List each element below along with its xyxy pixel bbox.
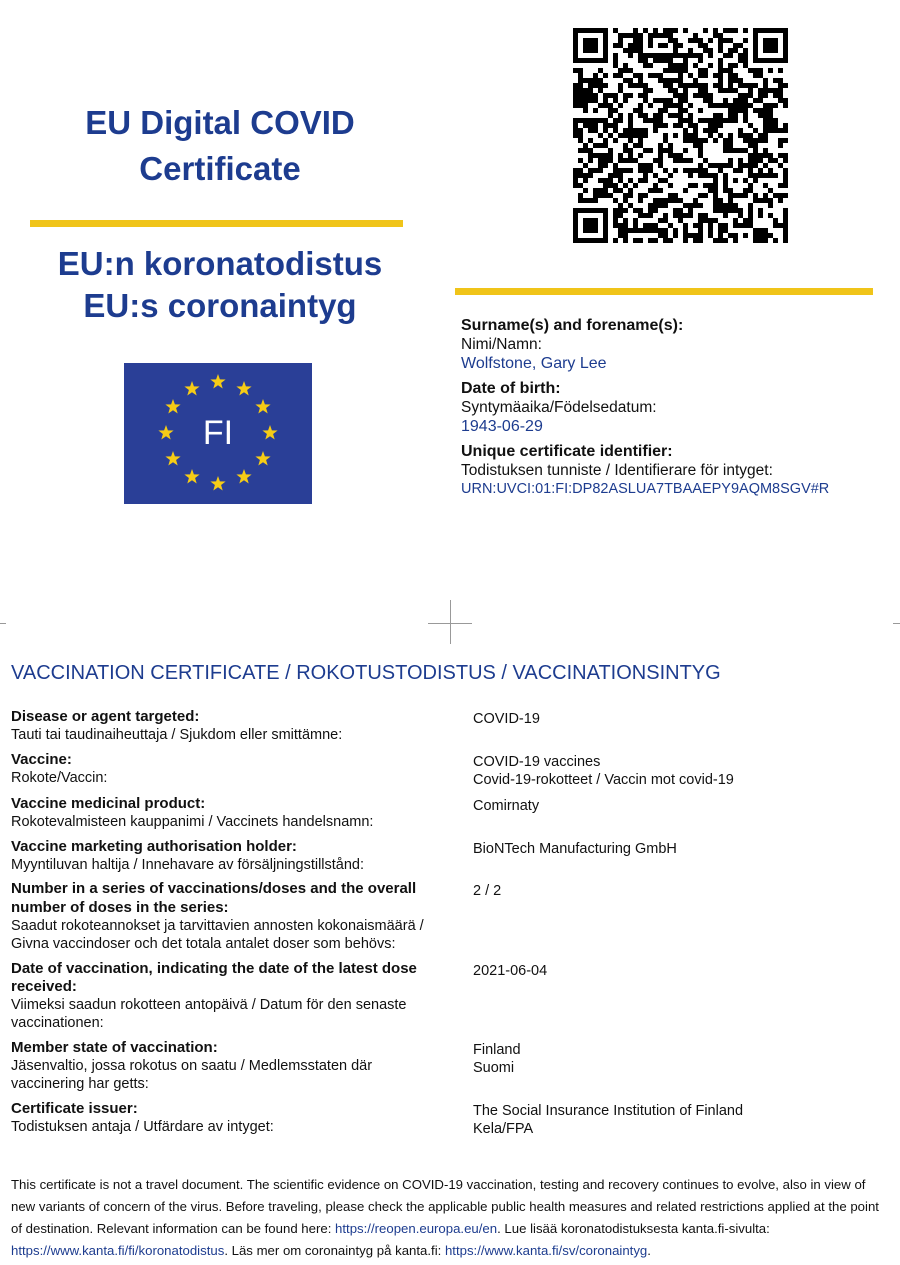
detail-row: [11, 708, 891, 745]
disclaimer-text-1: This certificate is not a travel document. The scientific evidence on COVID-19 vaccination, testing and recovery continues to evolve, also in view of new variants of concern of the virus. Before traveling, please check the applicable public health measures and related restrictions applied at the point of destination. Relevant information can be found here:: [11, 1177, 879, 1236]
title-divider: [30, 220, 403, 227]
row-value: The Social Insurance Institution of Finland: [473, 1102, 744, 1119]
vaccination-details: [11, 708, 891, 1144]
detail-row: [11, 795, 891, 832]
row-value-2: Kela/FPA: [473, 1120, 534, 1137]
title-en-line1: EU Digital COVID: [85, 104, 355, 141]
row-sublabel: Rokotevalmisteen kauppanimi / Vaccinets handelsnamn:: [11, 814, 374, 831]
row-value-2: Suomi: [473, 1060, 515, 1077]
row-value: 2021-06-04: [473, 962, 548, 979]
kanta-sv-link[interactable]: https://www.kanta.fi/sv/coronaintyg: [444, 1243, 648, 1258]
title-sv: EU:s coronaintyg: [83, 287, 357, 324]
row-label: Number in a series of vaccinations/doses and the overall number of doses in the series:: [11, 880, 417, 916]
row-sublabel: Viimeksi saadun rokotteen antopäivä / Datum för den senaste vaccinationen:: [11, 997, 407, 1032]
section-title: VACCINATION CERTIFICATE / ROKOTUSTODISTUS / VACCINATIONSINTYG: [11, 662, 721, 684]
row-sublabel: Jäsenvaltio, jossa rokotus on saatu / Medlemsstaten där vaccinering har getts:: [11, 1058, 373, 1093]
row-sublabel: Todistuksen antaja / Utfärdare av intyget:: [11, 1118, 274, 1135]
dob-label: Date of birth:: [461, 380, 561, 397]
detail-row: [11, 751, 891, 790]
flag-country-code: FI: [202, 414, 234, 452]
row-label: Member state of vaccination:: [11, 1038, 218, 1056]
row-value: COVID-19 vaccines: [473, 753, 601, 770]
certificate-title-local: [20, 243, 420, 327]
eu-flag: [124, 363, 312, 504]
disclaimer-text-4: .: [647, 1243, 651, 1258]
holder-info: [461, 316, 891, 505]
title-en-line2: Certificate: [139, 150, 301, 187]
name-label: Surname(s) and forename(s):: [461, 317, 684, 334]
reopen-europa-link[interactable]: https://reopen.europa.eu/en: [335, 1221, 498, 1236]
row-label: Disease or agent targeted:: [11, 708, 200, 725]
detail-row: [11, 1039, 891, 1094]
holder-name: Wolfstone, Gary Lee: [461, 355, 607, 372]
row-label: Certificate issuer:: [11, 1099, 138, 1117]
row-label: Vaccine:: [11, 750, 72, 768]
row-value-2: Covid-19-rokotteet / Vaccin mot covid-19: [473, 771, 734, 788]
row-sublabel: Saadut rokoteannokset ja tarvittavien annosten kokonaismäärä / Givna vaccindoser och det totala antalet doser som behövs:: [11, 917, 424, 953]
certificate-identifier: URN:UVCI:01:FI:DP82ASLUA7TBAAEPY9AQM8SGV#R: [461, 481, 830, 497]
fold-tick-left: [0, 623, 6, 624]
qr-code-icon: [573, 28, 788, 243]
row-label: Vaccine marketing authorisation holder:: [11, 837, 297, 855]
row-value: Comirnaty: [473, 798, 540, 815]
disclaimer-text-3: . Läs mer om coronaintyg på kanta.fi:: [224, 1243, 445, 1258]
holder-divider: [455, 288, 873, 295]
row-value: BioNTech Manufacturing GmbH: [473, 840, 677, 857]
row-value: COVID-19: [473, 711, 540, 727]
date-of-birth: 1943-06-29: [461, 418, 543, 435]
detail-row: [11, 1100, 891, 1139]
name-label-local: Nimi/Namn:: [461, 336, 542, 353]
disclaimer: [11, 1174, 891, 1262]
disclaimer-text-2: . Lue lisää koronatodistuksesta kanta.fi-sivulta:: [497, 1221, 770, 1236]
fold-mark-vertical: [450, 600, 451, 644]
fold-tick-right: [893, 623, 900, 624]
row-sublabel: Myyntiluvan haltija / Innehavare av försäljningstillstånd:: [11, 857, 365, 874]
row-label: Date of vaccination, indicating the date of the latest dose received:: [11, 959, 417, 995]
certificate-title-en: [20, 100, 420, 192]
row-sublabel: Rokote/Vaccin:: [11, 769, 108, 786]
kanta-fi-link[interactable]: https://www.kanta.fi/fi/koronatodistus: [11, 1243, 225, 1258]
row-value: 2 / 2: [473, 883, 502, 900]
uci-label: Unique certificate identifier:: [461, 443, 673, 460]
row-label: Vaccine medicinal product:: [11, 795, 206, 813]
title-fi: EU:n koronatodistus: [57, 245, 383, 282]
detail-row: [11, 838, 891, 875]
dob-label-local: Syntymäaika/Födelsedatum:: [461, 399, 657, 416]
row-value: Finland: [473, 1041, 521, 1058]
detail-row: [11, 960, 891, 1033]
uci-label-local: Todistuksen tunniste / Identifierare för intyget:: [461, 462, 773, 479]
row-sublabel: Tauti tai taudinaiheuttaja / Sjukdom eller smittämne:: [11, 727, 343, 744]
detail-row: [11, 880, 891, 953]
